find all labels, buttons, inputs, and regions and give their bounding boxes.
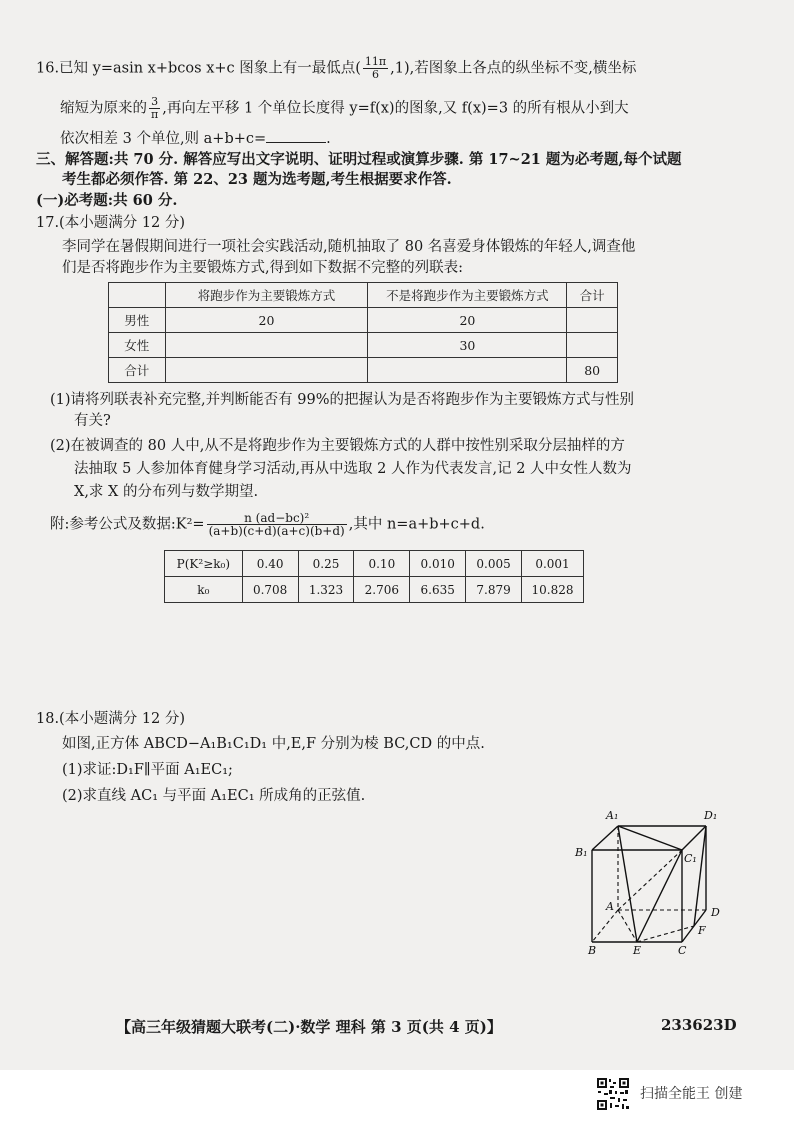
table-cell: 7.879 <box>466 577 522 603</box>
qr-code-icon <box>596 1077 630 1111</box>
table-cell <box>109 283 166 308</box>
table-row <box>165 551 584 577</box>
reference-formula: 附:参考公式及数据:K²= $\frac{\text{n (ad−bc)²}}{(a+b)(c+d)(a+c)(b+d)}$ ,其中 n=a+b+c+d. <box>50 511 485 538</box>
q18-sub2: (2)求直线 AC₁ 与平面 A₁EC₁ 所成角的正弦值. <box>62 788 366 804</box>
label-A1: A₁ <box>606 809 619 822</box>
q17-paragraph-1: 李同学在暑假期间进行一项社会实践活动,随机抽取了 80 名喜爱身体锻炼的年轻人,调查他 <box>62 239 636 255</box>
table-cell: 20 <box>368 308 567 333</box>
label-B: B <box>588 944 597 954</box>
table-cell: 10.828 <box>522 577 584 603</box>
table-row <box>109 308 618 333</box>
table-cell <box>567 308 618 333</box>
q18-heading: 18.(本小题满分 12 分) <box>36 711 186 727</box>
paper-code: 233623D <box>661 1016 737 1034</box>
q18-paragraph: 如图,正方体 ABCD−A₁B₁C₁D₁ 中,E,F 分别为棱 BC,CD 的中点. <box>62 736 485 752</box>
q16-line-2: 缩短为原来的 $\frac{3}{\pi}$ ,再向左平移 1 个单位长度得 y=f(x)的图象,又 f(x)=3 的所有根从小到大 <box>60 95 629 121</box>
table-cell: 女性 <box>109 333 166 358</box>
cube-figure <box>570 804 730 954</box>
table-cell: 0.25 <box>298 551 354 577</box>
label-E: E <box>633 944 642 954</box>
table-header: 不是将跑步作为主要锻炼方式 <box>368 283 567 308</box>
q18-sub1: (1)求证:D₁F∥平面 A₁EC₁; <box>62 762 233 778</box>
q17-sub2-line-3: X,求 X 的分布列与数学期望. <box>74 484 259 500</box>
q17-sub1-line-2: 有关? <box>74 413 111 429</box>
table-cell: 男性 <box>109 308 166 333</box>
table-header: 将跑步作为主要锻炼方式 <box>165 283 368 308</box>
table-cell <box>368 358 567 383</box>
q17-sub2-line-2: 法抽取 5 人参加体育健身学习活动,再从中选取 2 人作为代表发言,记 2 人中女性人数为 <box>74 461 632 477</box>
table-cell: 0.001 <box>522 551 584 577</box>
table-cell: 20 <box>165 308 368 333</box>
label-C1: C₁ <box>684 852 697 865</box>
scanner-watermark: 扫描全能王 创建 <box>640 1086 743 1102</box>
table-cell: 6.635 <box>410 577 466 603</box>
q16-line-3: 依次相差 3 个单位,则 a+b+c= . <box>60 128 331 149</box>
label-C: C <box>678 944 687 954</box>
q16-scale-fraction: $\frac{3}{\pi}$ <box>151 95 159 121</box>
k2-fraction: $\frac{\text{n (ad−bc)²}}{(a+b)(c+d)(a+c)(b+d)}$ <box>208 511 345 538</box>
table-header: 合计 <box>567 283 618 308</box>
table-cell: 0.005 <box>466 551 522 577</box>
table-cell: P(K²≥k₀) <box>165 551 243 577</box>
label-A: A <box>606 900 614 913</box>
table-row <box>165 577 584 603</box>
label-D1: D₁ <box>704 809 718 822</box>
table-cell: 80 <box>567 358 618 383</box>
table-row <box>109 283 618 308</box>
contingency-table <box>108 282 618 383</box>
table-cell <box>165 358 368 383</box>
q16-point-fraction: $\frac{11\pi}{6}$ <box>364 55 387 81</box>
label-F: F <box>698 924 706 937</box>
q17-sub1-line-1: (1)请将列联表补充完整,并判断能否有 99%的把握认为是否将跑步作为主要锻炼方式与性别 <box>50 392 634 408</box>
reference-table <box>164 550 584 603</box>
table-row <box>109 358 618 383</box>
table-cell: 1.323 <box>298 577 354 603</box>
table-cell: 0.708 <box>242 577 298 603</box>
table-cell: 合计 <box>109 358 166 383</box>
page-footer: 【高三年级猜题大联考(二)·数学 理科 第 3 页(共 4 页)】 <box>116 1018 502 1036</box>
table-cell: 0.010 <box>410 551 466 577</box>
table-cell <box>567 333 618 358</box>
section3-subheading: (一)必考题:共 60 分. <box>36 192 178 209</box>
q17-sub2-line-1: (2)在被调查的 80 人中,从不是将跑步作为主要锻炼方式的人群中按性别采取分层抽样的方 <box>50 438 625 454</box>
table-cell: 30 <box>368 333 567 358</box>
section3-line-2: 考生都必须作答. 第 22、23 题为选考题,考生根据要求作答. <box>62 171 452 188</box>
table-cell: 2.706 <box>354 577 410 603</box>
table-row <box>109 333 618 358</box>
answer-blank <box>266 128 326 143</box>
table-cell <box>165 333 368 358</box>
q17-heading: 17.(本小题满分 12 分) <box>36 215 186 231</box>
table-cell: 0.10 <box>354 551 410 577</box>
label-D: D <box>711 906 720 919</box>
table-cell: 0.40 <box>242 551 298 577</box>
q17-paragraph-2: 们是否将跑步作为主要锻炼方式,得到如下数据不完整的列联表: <box>62 260 463 276</box>
label-B1: B₁ <box>575 846 588 859</box>
section3-line-1: 三、解答题:共 70 分. 解答应写出文字说明、证明过程或演算步骤. 第 17~21 题为必考题,每个试题 <box>36 151 682 168</box>
q16-line-1: 16.已知 y=asin x+bcos x+c 图象上有一最低点( $\frac{11\pi}{6}$ ,1),若图象上各点的纵坐标不变,横坐标 <box>36 55 637 81</box>
table-cell: k₀ <box>165 577 243 603</box>
